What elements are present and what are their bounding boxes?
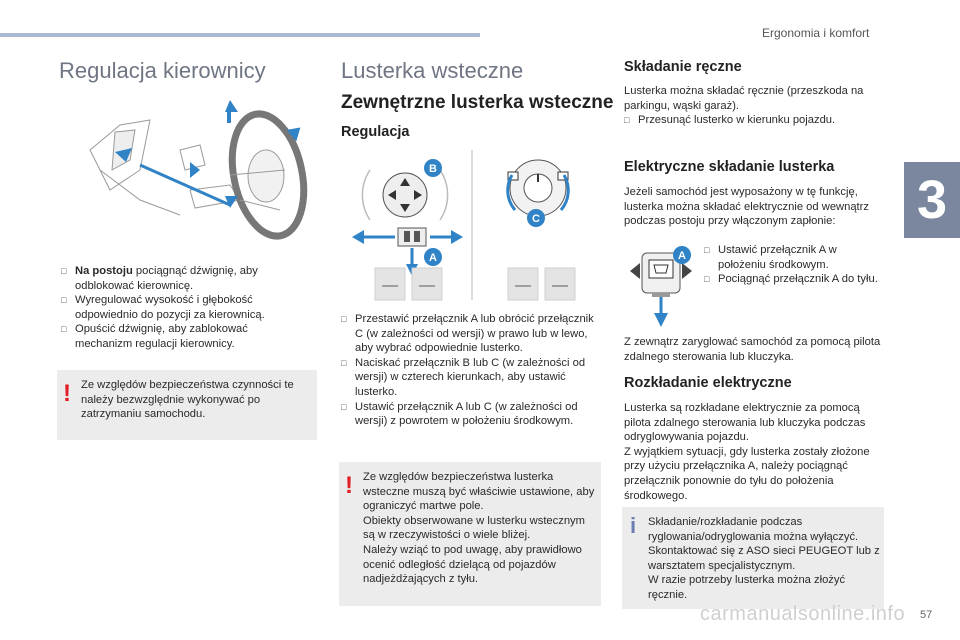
adjustment-steps [341,312,603,429]
mirrors-title: Lusterka wsteczne [341,58,524,83]
steering-step-1: □ Na postoju pociągnąć dźwignię, aby odblokować kierownicę. [61,265,258,292]
switch-a [352,228,463,276]
adjustment-step-3: □ Ustawić przełącznik A lub C (w zależności od wersji) z powrotem w położeniu środkowym. [341,400,578,428]
svg-text:B: B [429,163,437,175]
info-icon: i [630,513,637,538]
right-switch-panel [508,268,575,300]
external-mirrors-subtitle: Zewnętrzne lusterka wsteczne [341,92,614,113]
manual-folding-step: □ Przesunąć lusterko w kierunku pojazdu. [624,114,836,126]
info-text-1: Składanie/rozkładanie podczas ryglowania/odryglowania można wyłączyć. [648,516,859,543]
electric-unfolding-text-2: Z wyjątkiem sytuacji, gdy lusterka zostały złożone przy użyciu przełącznika A, należy pociągnąć przełącznik ponownie do tyłu do położenia środkowego. [624,445,870,502]
mirrors-warning-text-1: Ze względów bezpieczeństwa lusterka wsteczne muszą być właściwie ustawione, aby ograniczyć martwe pole. [363,471,595,513]
steering-steps [61,264,291,352]
steering-wheel-illustration [80,90,310,250]
steering-warning-box [57,370,317,440]
info-text-2: Skontaktować się z ASO sieci PEUGEOT lub z warsztatem specjalistycznym. [648,545,880,572]
chapter-tab [904,162,960,238]
adjustment-step-1: □ Przestawić przełącznik A lub obrócić przełącznik C (w zależności od wersji) w prawo lub w lewo, aby wybrać odpowiednie lusterko. [341,313,594,355]
mirrors-warning-text-2: Obiekty obserwowane w lusterku wstecznym są w rzeczywistości o wiele bliżej. [363,514,585,542]
electric-folding-step-2: □ Pociągnąć przełącznik A do tyłu. [704,273,878,286]
joystick-b [362,159,447,220]
svg-text:A: A [678,250,686,262]
electric-folding-steps [704,243,884,287]
electric-folding-heading: Elektryczne składanie lusterka [624,159,835,175]
steering-step-3: □ Opuścić dźwignię, aby zablokować mechanizm regulacji kierownicy. [61,323,248,350]
watermark: carmanualsonline.info [700,603,906,625]
warning-icon: ! [63,380,71,407]
electric-folding-step-1: □ Ustawić przełącznik A w położeniu środkowym. [704,244,837,271]
manual-folding-text: Lusterka można składać ręcznie (przeszkoda na parkingu, wąski garaż). [624,85,864,112]
fold-switch-illustration [622,243,700,329]
rotary-c [508,160,569,227]
warning-icon: ! [345,472,353,499]
info-box [622,507,884,609]
section-header-label: Ergonomia i komfort [762,26,870,40]
steering-title: Regulacja kierownicy [59,58,266,83]
electric-unfolding-text-1: Lusterka są rozkładane elektrycznie za pomocą pilota zdalnego sterowania lub kluczyka podczas odryglowywania pojazdu. [624,402,866,444]
svg-text:A: A [429,252,437,264]
page-number: 57 [920,609,933,621]
left-switch-panel [375,268,442,300]
adjustment-heading: Regulacja [341,124,410,140]
steering-warning-text: Ze względów bezpieczeństwa czynności te należy bezwzględnie wykonywać po zatrzymaniu samochodu. [81,379,294,421]
mirrors-warning-box [339,462,601,606]
mirrors-warning-text-3: Należy wziąć to pod uwagę, aby prawidłowo ocenić odległość dzielącą od pojazdów nadjeżdżających z tyłu. [363,543,582,586]
manual-folding-heading: Składanie ręczne [624,59,742,75]
electric-folding-text: Jeżeli samochód jest wyposażony w tę funkcję, lusterka można składać elektrycznie od wewnątrz podczas postoju przy włączonym zapłonie: [624,186,869,228]
info-text-3: W razie potrzeby lusterka można złożyć ręcznie. [648,574,846,601]
electric-outside-text: Z zewnątrz zaryglować samochód za pomocą pilota zdalnego sterowania lub kluczyka. [624,336,881,363]
mirror-controls-illustration [340,150,610,305]
adjustment-step-2: □ Naciskać przełącznik B lub C (w zależności od wersji) w czterech kierunkach, aby ustawić lusterko. [341,356,586,398]
header-accent-bar [0,33,480,37]
steering-step-2: □ Wyregulować wysokość i głębokość odpowiednio do pozycji za kierownicą. [61,294,265,321]
electric-unfolding-heading: Rozkładanie elektryczne [624,375,792,391]
manual-folding-steps [624,113,886,128]
chapter-number: 3 [916,170,948,230]
svg-text:C: C [532,213,540,225]
